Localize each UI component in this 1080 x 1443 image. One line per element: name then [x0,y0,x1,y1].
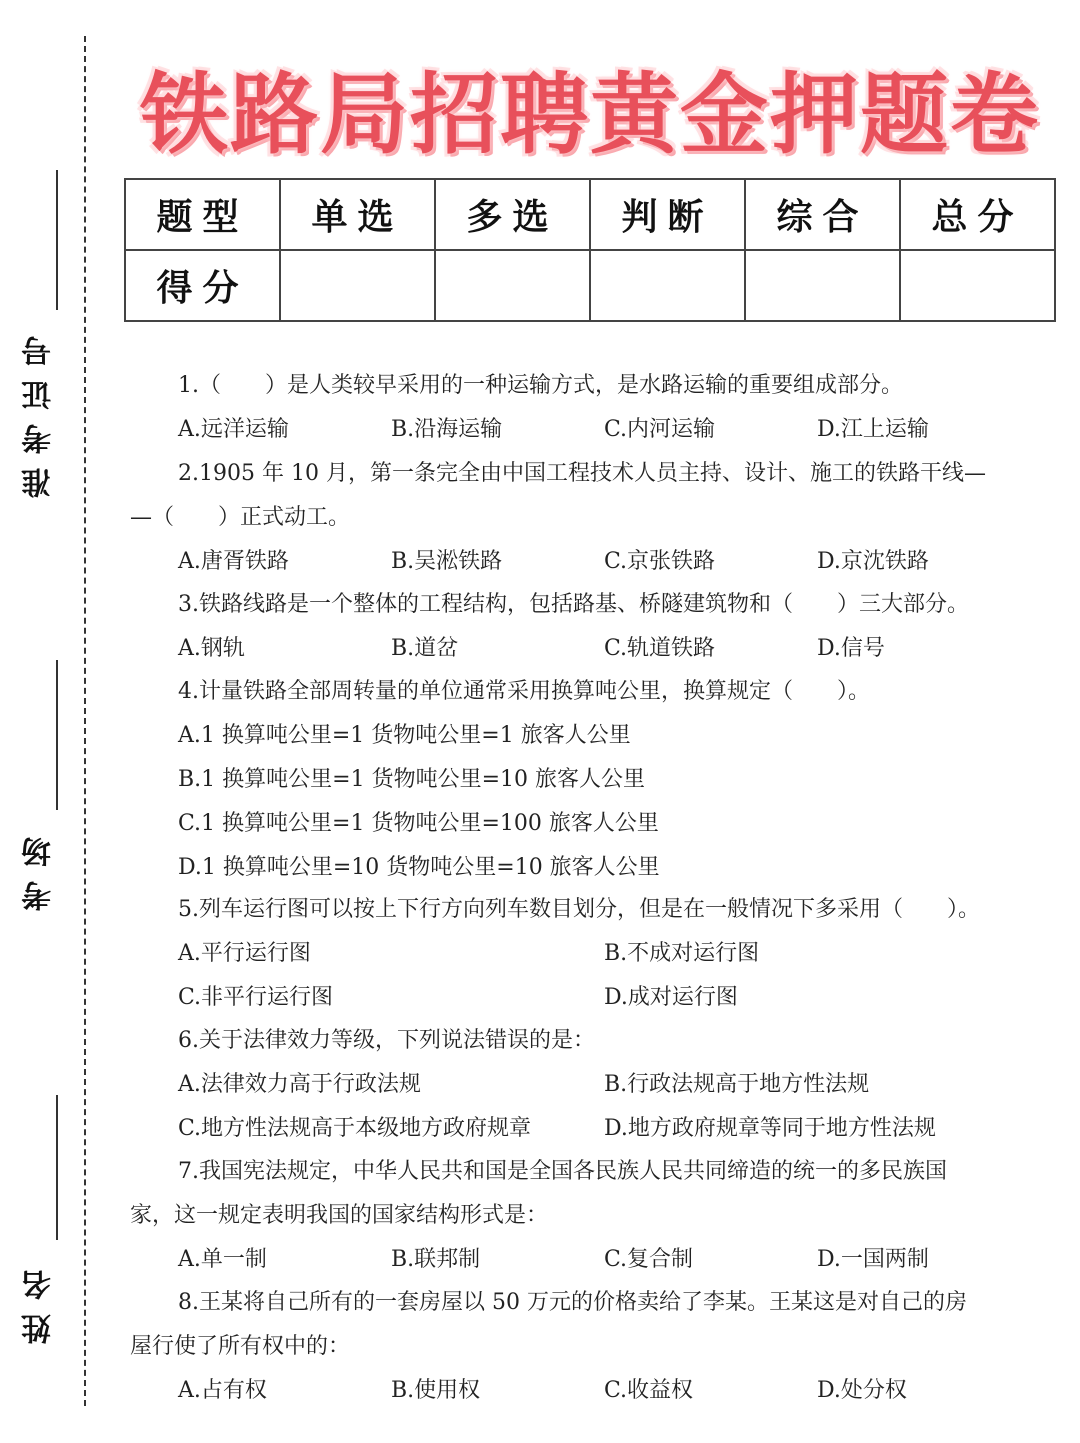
question-3 [130,583,1030,671]
option-a: A.远洋运输 [178,417,289,442]
option-row [130,540,1030,584]
score-cell[interactable] [745,250,900,321]
name-blank [56,1095,58,1240]
exam-id-label: 准考证号 [22,322,57,498]
question-8 [130,1281,1030,1413]
question-2 [130,452,1030,584]
option-d: D.信号 [817,636,885,661]
option-a: A.单一制 [178,1247,267,1272]
name-field [18,1095,78,1355]
exam-id-blank [56,170,58,310]
name-label: 姓名 [22,1256,57,1344]
header-cell: 综合 [745,179,900,250]
exam-room-blank [56,660,58,810]
option-d: D.成对运行图 [604,985,738,1010]
option-a: A.钢轨 [178,636,245,661]
option-d: D.处分权 [817,1378,907,1403]
option-d: D.1 换算吨公里=10 货物吨公里=10 旅客人公里 [178,855,660,880]
option-b: B.道岔 [391,636,459,661]
question-text: 6.关于法律效力等级，下列说法错误的是： [178,1028,595,1053]
option-c: C.轨道铁路 [604,636,716,661]
question-text: 3.铁路线路是一个整体的工程结构，包括路基、桥隧建筑物和（ ）三大部分。 [178,592,969,617]
question-text: 1.（ ）是人类较早采用的一种运输方式，是水路运输的重要组成部分。 [178,373,903,398]
option-c: C.内河运输 [604,417,716,442]
question-1 [130,364,1030,452]
question-text: 4.计量铁路全部周转量的单位通常采用换算吨公里，换算规定（ ）。 [178,679,870,704]
option-d: D.京沈铁路 [817,549,929,574]
option-b: B.不成对运行图 [604,941,760,966]
option-c: C.地方性法规高于本级地方政府规章 [178,1116,532,1141]
exam-room-label: 考场 [22,823,57,912]
question-text-continued: 家，这一规定表明我国的国家结构形式是： [130,1203,549,1228]
score-cell[interactable] [900,250,1055,321]
option-a: A.占有权 [178,1378,267,1403]
option-a: A.1 换算吨公里=1 货物吨公里=1 旅客人公里 [178,723,631,748]
option-b: B.行政法规高于地方性法规 [604,1072,870,1097]
option-a: A.平行运行图 [178,941,311,966]
score-cell[interactable] [280,250,435,321]
header-cell: 单选 [280,179,435,250]
option-row [130,976,1030,1020]
row-label-cell: 得分 [125,250,280,321]
option-row [130,627,1030,671]
option-b: B.吴淞铁路 [391,549,503,574]
binding-dashed-line [84,36,86,1406]
question-text: 7.我国宪法规定，中华人民共和国是全国各民族人民共同缔造的统一的多民族国 [178,1159,947,1184]
score-table [124,178,1056,322]
option-d: D.一国两制 [817,1247,929,1272]
header-cell: 多选 [435,179,590,250]
option-c: C.复合制 [604,1247,694,1272]
option-row [130,932,1030,976]
option-b: B.1 换算吨公里=1 货物吨公里=10 旅客人公里 [178,767,645,792]
option-b: B.联邦制 [391,1247,481,1272]
page-title: 铁路局招聘黄金押题卷 [139,63,1040,166]
exam-id-field [18,170,78,500]
option-a: A.唐胥铁路 [178,549,289,574]
option-row [130,1063,1030,1107]
option-row [130,408,1030,452]
header-cell: 判断 [590,179,745,250]
question-text-continued: —（ ）正式动工。 [130,505,351,530]
header-cell: 总分 [900,179,1055,250]
option-c: C.1 换算吨公里=1 货物吨公里=100 旅客人公里 [178,811,659,836]
option-c: C.收益权 [604,1378,694,1403]
question-7 [130,1150,1030,1282]
question-4 [130,670,1030,890]
question-text: 2.1905 年 10 月，第一条完全由中国工程技术人员主持、设计、施工的铁路干线— [178,461,986,486]
option-c: C.非平行运行图 [178,985,334,1010]
score-cell[interactable] [590,250,745,321]
question-5 [130,888,1030,1020]
option-row [130,1107,1030,1151]
option-row [130,1238,1030,1282]
option-d: D.江上运输 [817,417,929,442]
option-c: C.京张铁路 [604,549,716,574]
exam-room-field [18,660,78,920]
option-row [130,1369,1030,1413]
question-text: 5.列车运行图可以按上下行方向列车数目划分，但是在一般情况下多采用（ ）。 [178,897,980,922]
question-text: 8.王某将自己所有的一套房屋以 50 万元的价格卖给了李某。王某这是对自己的房 [178,1290,967,1315]
option-a: A.法律效力高于行政法规 [178,1072,421,1097]
option-b: B.使用权 [391,1378,481,1403]
option-d: D.地方政府规章等同于地方性法规 [604,1116,936,1141]
question-6 [130,1019,1030,1151]
score-table-score-row [125,250,1055,321]
option-b: B.沿海运输 [391,417,503,442]
score-table-header-row [125,179,1055,250]
question-text-continued: 屋行使了所有权中的： [130,1334,351,1359]
score-cell[interactable] [435,250,590,321]
header-cell: 题型 [125,179,280,250]
